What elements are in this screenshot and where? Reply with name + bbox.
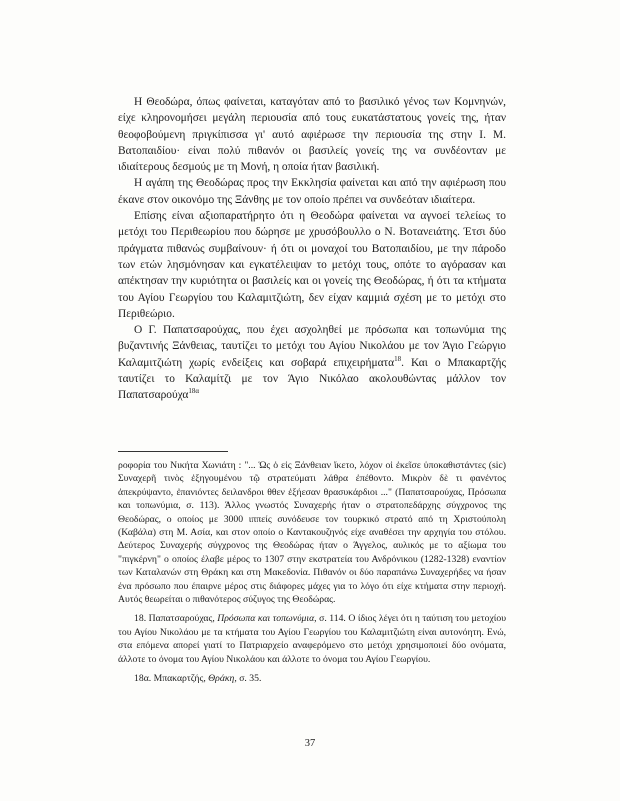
paragraph-1: Η Θεοδώρα, όπως φαίνεται, καταγόταν από το βασιλικό γένος των Κομνηνών, είχε κληρονομήσει μεγάλη περιουσία από τους ευκατάστατους γονείς της, ήταν θεοφοβούμενη πριγκίπισσα γι' αυτό αφιέρωσε την περιουσία της στην Ι. Μ. Βατοπαιδίου· είναι πολύ πιθανόν οι βασιλείς γονείς της να συνδέονταν με ιδιαίτερους δεσμούς με τη Μονή, η οποία ήταν βασιλική. [118,96,506,174]
paragraph-3: Επίσης είναι αξιοπαρατήρητο ότι η Θεοδώρα φαίνεται να αγνοεί τελείως το μετόχι του Περιθεωρίου που δώρησε με χρυσόβουλλο ο Ν. Βοτανειάτης. Έτσι δύο πράγματα πιθανώς συμβαίνουν· ή ότι οι μοναχοί του Βατοπαιδίου, με την πάροδο των ετών λησμόνησαν και εγκατέλειψαν το μετόχι τους, οπότε το αγόρασαν και απέκτησαν την κυριότητα οι βασιλείς και οι γονείς της Θεοδώρας, ή ότι τα κτήματα του Αγίου Γεωργίου του Καλαμιτζιώτη, δεν είχαν καμμιά σχέση με το μετόχι στο Περιθεώριο. [118,210,506,320]
footnotes [118,459,506,686]
paragraph-4-text: Ο Γ. Παπατσαρούχας, που έχει ασχοληθεί με πρόσωπα και τοπωνύμια της βυζαντινής Ξάνθειας, ταυτίζει το μετόχι του Αγίου Νικολάου με τον Άγιο Γεώργιο Καλαμιτζιώτη χωρίς ενδείξεις και σοβαρά επιχειρήματα [118,324,506,369]
footnote-18-text: , σ. 114. Ο ίδιος λέγει ότι η ταύτιση του μετοχίου του Αγίου Νικολάου με τα κτήματα του Αγίου Γεωργίου του Καλαμιτζιώτη είναι αυτονόητη. Ενώ, στα επόμενα απορεί γιατί το Πατριαρχείο αναφερόμενο στο μετόχι χρησιμοποιεί δύο ονόματα, άλλοτε το όνομα του Αγίου Νικολάου και άλλοτε το όνομα του Αγίου Γεωργίου. [118,613,506,665]
footnote-18a-title: Θράκη [208,673,235,685]
page-number: 37 [304,738,316,749]
footnote-18-prefix: 18. Παπατσαρούχας, [134,613,218,625]
footnote-18a-text: , σ. 35. [234,673,262,685]
footnote-18a-prefix: 18α. Μπακαρτζής, [134,673,209,685]
footnote-continued: ροφορία του Νικήτα Χωνιάτη : "... Ὡς ὁ εἰς Ξάνθειαν ἵκετο, λόχον οἱ ἐκεῖσε ὑποκαθιστάντες (sic) Συναχερῆ τινὸς ἐξηγουμένου τῷ στρατεύματι λάθρα ἐπέθοντο. Μικρὸν δὲ τι φανέντος ἀπεκρύψαντο, ἐπανιόντες δειλανδροι θθεν ἐξήεσαν θρασυκάρδιοι ..." (Παπατσαρούχας, Πρόσωπα και τοπωνύμια, σ. 113). Άλλος γνωστός Συναχερής ήταν ο στρατοπεδάρχης σύγχρονος της Θεοδώρας, ο οποίος με 3000 ιππείς συνόδευσε τον τουρκικό στρατό από τη Χριστούπολη (Καβάλα) στη Μ. Ασία, και στον οποίο ο Καντακουζηνός είχε αναθέσει την αρχηγία του στόλου. Δεύτερος Συναχερής σύγχρονος της Θεοδώρας ήταν ο Άγγελος, αυλικός με το αξίωμα του "πιγκέρνη" ο οποίος έλαβε μέρος το 1307 στην εκστρατεία του Ανδρόνικου (1282-1328) εναντίον των Καταλανών στη Θράκη και στη Μακεδονία. Πιθανόν οι δύο παραπάνω Συναχερήδες να ήσαν ένα πρόσωπο που έπαιρνε μέρος στις διάφορες μάχες για το λόγο ότι είχε κτήματα στην περιοχή. Αυτός θεωρείται ο πιθανότερος σύζυγος της Θεοδώρας. [118,460,506,606]
paragraph-5-text: Και ο Μπακαρτζής ταυτίζει το Καλαμίτζι με τον Άγιο Νικόλαο ακολουθώντας μάλλον τον Παπατσαρούχα [118,356,506,402]
footnote-18-title: Πρόσωπα και τοπωνύμια [217,613,315,625]
footnote-ref-18a: 18α [188,387,200,396]
paragraph-4: Ο Γ. Παπατσαρούχας, που έχει ασχοληθεί με πρόσωπα και τοπωνύμια της βυζαντινής Ξάνθειας, ταυτίζει το μετόχι του Αγίου Νικολάου με τον Άγιο Γεώργιο Καλαμιτζιώτη χωρίς ενδείξεις και σοβαρά επιχειρήματα$^{18}$. Και ο Μπακαρτζής ταυτίζει το Καλαμίτζι με τον Άγιο Νικόλαο ακολουθώντας μάλλον τον Παπατσαρούχα$^{18\alpha}$ [118,324,506,402]
footnote-18 [118,612,506,666]
footnote-divider [118,451,228,452]
footnote-18a [118,672,506,685]
main-text [118,94,506,404]
footnote-ref-18: 18 [394,354,402,363]
paragraph-2: Η αγάπη της Θεοδώρας προς την Εκκλησία φαίνεται και από την αφιέρωση που έκανε στον οικονόμο της Ξάνθης με τον οποίο πρέπει να συνδεόταν ιδιαίτερα. [118,177,506,206]
